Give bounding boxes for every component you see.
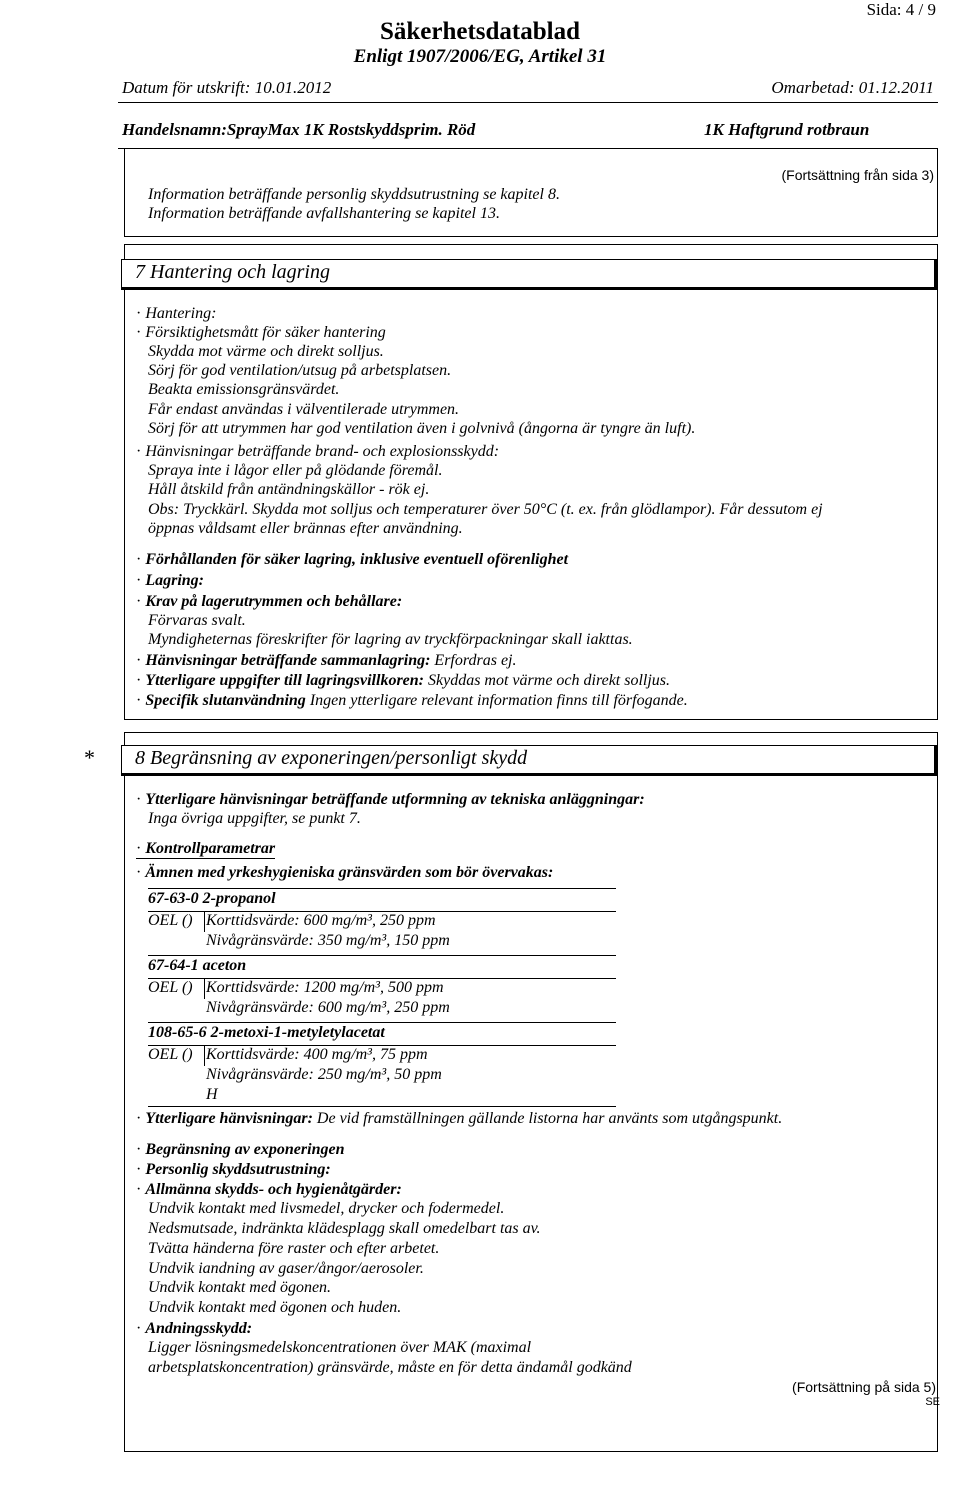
oel-label: OEL () <box>148 979 205 999</box>
fire-protection-label: · Hänvisningar beträffande brand- och explosionsskydd: <box>136 443 499 461</box>
continued-to-note: (Fortsättning på sida 5) <box>792 1379 936 1395</box>
tech-value: Inga övriga uppgifter, se punkt 7. <box>148 810 361 827</box>
precaution-item: Sörj för att utrymmen har god ventilation även i golvnivå (ångorna är tyngre än luft). <box>148 420 696 437</box>
precaution-item: Beakta emissionsgränsvärdet. <box>148 381 340 398</box>
header-divider <box>118 102 938 103</box>
requirements-label: · Krav på lagerutrymmen och behållare: <box>136 593 402 611</box>
precaution-item: Skydda mot värme och direkt solljus. <box>148 343 384 360</box>
ppe-label: · Personlig skyddsutrustning: <box>136 1161 331 1179</box>
revision-date: Omarbetad: 01.12.2011 <box>771 78 934 97</box>
short-term-value: Korttidsvärde: 1200 mg/m³, 500 ppm <box>206 979 444 996</box>
fire-item: öppnas våldsamt eller brännas efter användning. <box>148 520 463 537</box>
respiratory-item: arbetsplatskoncentration) gränsvärde, måste en för detta ändamål godkänd <box>148 1359 632 1376</box>
trade-name: Handelsnamn:SprayMax 1K Rostskyddsprim. Röd <box>122 120 476 139</box>
hygiene-label: · Allmänna skydds- och hygienåtgärder: <box>136 1181 402 1199</box>
section-8-header <box>121 745 937 776</box>
document-title: Säkerhetsdatablad <box>379 18 581 45</box>
section-7-title: 7 Hantering och lagring <box>135 261 330 283</box>
precaution-item: Får endast användas i välventilerade utrymmen. <box>148 401 460 418</box>
continued-from-note: (Fortsättning från sida 3) <box>781 167 934 183</box>
section-7-header <box>121 259 937 290</box>
level-value: Nivågränsvärde: 600 mg/m³, 250 ppm <box>206 999 450 1016</box>
substances-label: · Ämnen med yrkeshygieniska gränsvärden som bör övervakas: <box>136 864 553 882</box>
precautions-label: · Försiktighetsmått för säker hantering <box>136 324 386 342</box>
precaution-item: Sörj för god ventilation/utsug på arbetsplatsen. <box>148 362 452 379</box>
further-storage-line: · Ytterligare uppgifter till lagringsvillkoren: Skyddas mot värme och direkt solljus. <box>136 672 670 690</box>
oel-label: OEL () <box>148 1046 205 1066</box>
short-term-value: Korttidsvärde: 400 mg/m³, 75 ppm <box>206 1046 428 1063</box>
substance-header: 67-64-1 aceton <box>148 955 616 979</box>
level-value: Nivågränsvärde: 250 mg/m³, 50 ppm <box>206 1066 442 1083</box>
hygiene-item: Undvik kontakt med ögonen och huden. <box>148 1299 402 1316</box>
hygiene-item: Undvik iandning av gaser/ångor/aerosoler. <box>148 1260 424 1277</box>
oel-label: OEL () <box>148 912 205 932</box>
print-date: Datum för utskrift: 10.01.2012 <box>122 78 332 97</box>
section-8-title: 8 Begränsning av exponeringen/personligt skydd <box>135 747 528 769</box>
additional-info-line: · Ytterligare hänvisningar: De vid framställningen gällande listorna har använts som utgångspunkt. <box>136 1110 782 1128</box>
short-term-value: Korttidsvärde: 600 mg/m³, 250 ppm <box>206 912 436 929</box>
hygiene-item: Tvätta händerna före raster och efter arbetet. <box>148 1240 440 1257</box>
substance-header: 67-63-0 2-propanol <box>148 888 616 912</box>
co-storage-line: · Hänvisningar beträffande sammanlagring: Erfordras ej. <box>136 652 517 670</box>
handling-label: · Hantering: <box>136 305 216 323</box>
skin-notation: H <box>206 1086 218 1103</box>
fire-item: Håll åtskild från antändningskällor - rök ej. <box>148 481 430 498</box>
hygiene-item: Undvik kontakt med ögonen. <box>148 1279 332 1296</box>
language-code: SE <box>925 1396 940 1408</box>
respiratory-item: Ligger lösningsmedelskoncentrationen över MAK (maximal <box>148 1339 532 1356</box>
respiratory-label: · Andningsskydd: <box>136 1320 252 1338</box>
storage-label: · Lagring: <box>136 572 204 590</box>
requirement-item: Förvaras svalt. <box>148 612 246 629</box>
exposure-label: · Begränsning av exponeringen <box>136 1141 344 1159</box>
control-parameters-label: · Kontrollparametrar <box>136 840 275 859</box>
storage-conditions-label: · Förhållanden för säker lagring, inklusive eventuell oförenlighet <box>136 551 568 569</box>
end-use-line: · Specifik slutanvändning Ingen ytterligare relevant information finns till förfogande. <box>136 692 688 710</box>
tech-label: · Ytterligare hänvisningar beträffande utformning av tekniska anläggningar: <box>136 791 645 809</box>
prev-section-line: Information beträffande personlig skyddsutrustning se kapitel 8. <box>148 186 560 203</box>
level-value: Nivågränsvärde: 350 mg/m³, 150 ppm <box>206 932 450 949</box>
substance-header: 108-65-6 2-metoxi-1-metyletylacetat <box>148 1022 616 1046</box>
trade-name-secondary: 1K Haftgrund rotbraun <box>704 120 870 139</box>
hygiene-item: Nedsmutsade, indränkta klädesplagg skall omedelbart tas av. <box>148 1220 541 1237</box>
substance-table-end <box>148 1106 616 1107</box>
fire-item: Obs: Tryckkärl. Skydda mot solljus och temperaturer över 50°C (t. ex. från glödlampor). Får dessutom ej <box>148 501 823 518</box>
fire-item: Spraya inte i lågor eller på glödande föremål. <box>148 462 443 479</box>
hygiene-item: Undvik kontakt med livsmedel, drycker och fodermedel. <box>148 1200 505 1217</box>
prev-section-line: Information beträffande avfallshantering se kapitel 13. <box>148 205 500 222</box>
change-marker: * <box>84 745 95 770</box>
requirement-item: Myndigheternas föreskrifter för lagring av tryckförpackningar skall iakttas. <box>148 631 633 648</box>
page-number: Sida: 4 / 9 <box>866 0 936 19</box>
document-subtitle: Enligt 1907/2006/EG, Artikel 31 <box>353 46 607 67</box>
